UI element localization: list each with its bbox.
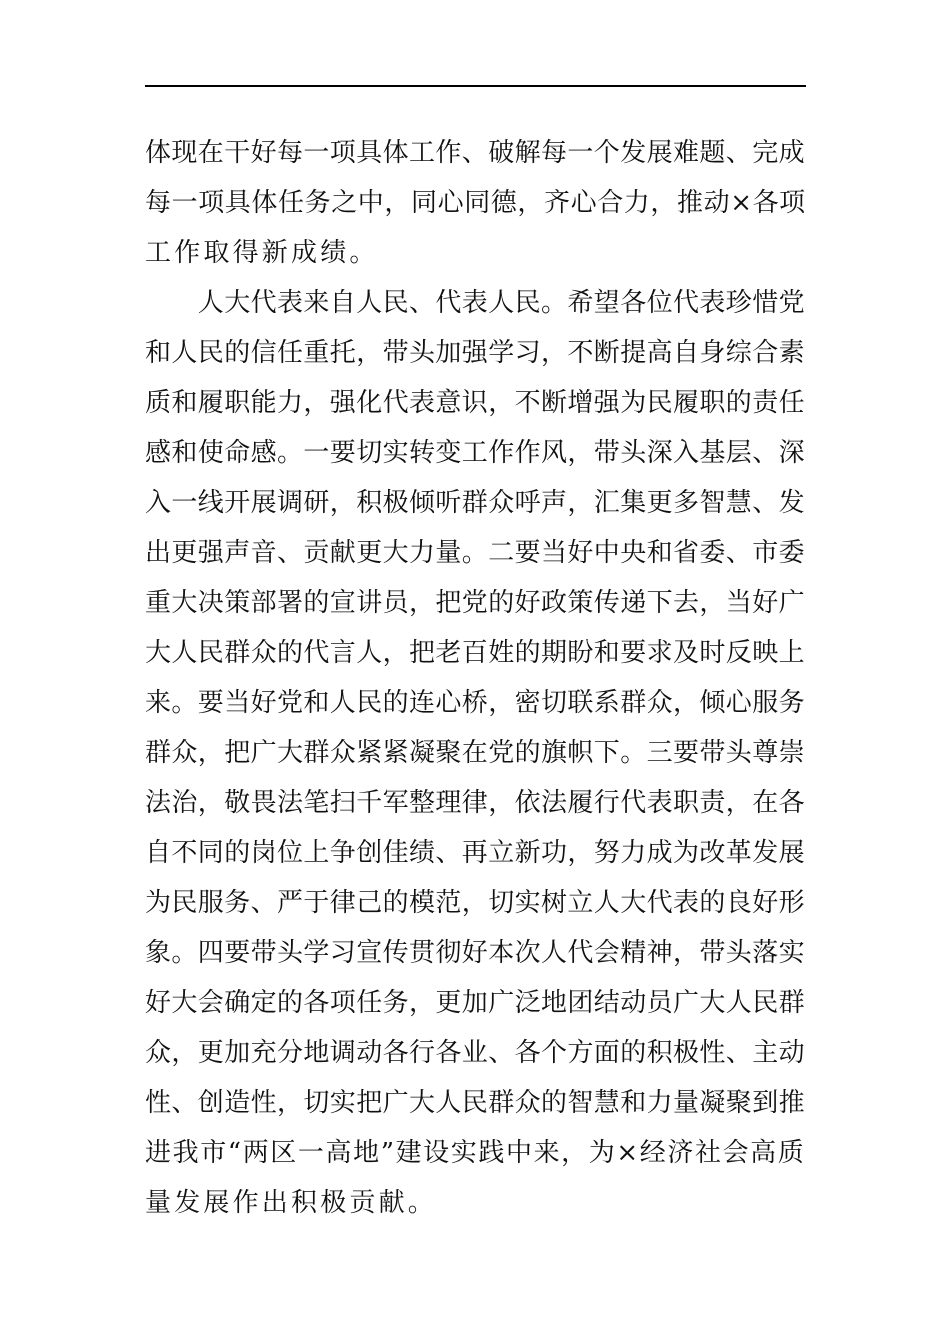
text-line: 大人民群众的代言人，把老百姓的期盼和要求及时反映上 (145, 638, 806, 668)
text-line: 量发展作出积极贡献。 (145, 1188, 438, 1218)
text-line: 好大会确定的各项任务，更加广泛地团结动员广大人民群 (145, 988, 806, 1018)
text-line: 性、创造性，切实把广大人民群众的智慧和力量凝聚到推 (145, 1088, 806, 1118)
text-line: 众，更加充分地调动各行各业、各个方面的积极性、主动 (145, 1038, 806, 1068)
text-line: 体现在干好每一项具体工作、破解每一个发展难题、完成 (145, 138, 806, 168)
text-line: 人大代表来自人民、代表人民。希望各位代表珍惜党 (145, 288, 806, 318)
text-line: 重大决策部署的宣讲员，把党的好政策传递下去，当好广 (145, 588, 806, 618)
text-line: 法治，敬畏法笔扫千军整理律，依法履行代表职责，在各 (145, 788, 806, 818)
text-line: 自不同的岗位上争创佳绩、再立新功，努力成为改革发展 (145, 838, 806, 868)
text-line: 进我市“两区一高地”建设实践中来，为×经济社会高质 (145, 1138, 806, 1168)
header-rule (145, 85, 806, 87)
text-line: 和人民的信任重托，带头加强学习，不断提高自身综合素 (145, 338, 806, 368)
text-line: 工作取得新成绩。 (145, 238, 379, 268)
text-line: 质和履职能力，强化代表意识，不断增强为民履职的责任 (145, 388, 806, 418)
text-line: 感和使命感。一要切实转变工作作风，带头深入基层、深 (145, 438, 806, 468)
text-line: 每一项具体任务之中，同心同德，齐心合力，推动×各项 (145, 188, 806, 218)
text-line: 群众，把广大群众紧紧凝聚在党的旗帜下。三要带头尊崇 (145, 738, 806, 768)
document-body (145, 128, 806, 1228)
text-line: 象。四要带头学习宣传贯彻好本次人代会精神，带头落实 (145, 938, 806, 968)
text-line: 为民服务、严于律己的模范，切实树立人大代表的良好形 (145, 888, 806, 918)
text-line: 入一线开展调研，积极倾听群众呼声，汇集更多智慧、发 (145, 488, 806, 518)
text-line: 来。要当好党和人民的连心桥，密切联系群众，倾心服务 (145, 688, 806, 718)
text-line: 出更强声音、贡献更大力量。二要当好中央和省委、市委 (145, 538, 806, 568)
